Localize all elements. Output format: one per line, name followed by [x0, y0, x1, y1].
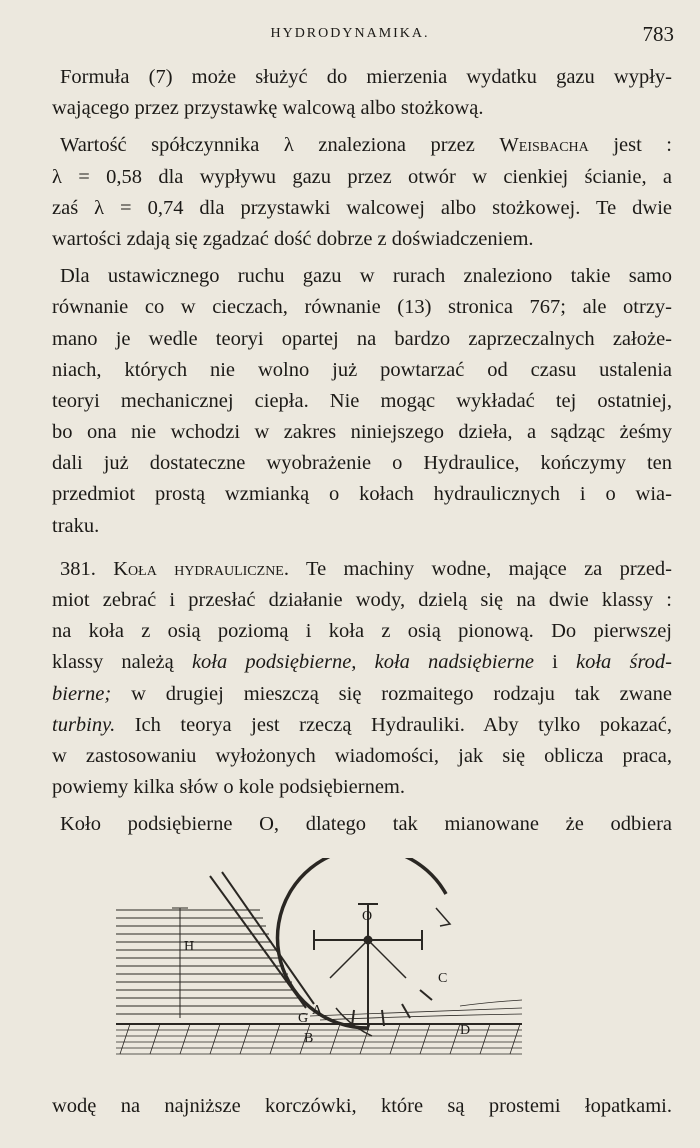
section-title: Koła hydrauliczne.	[113, 557, 289, 580]
text-run: klassy należą	[52, 651, 174, 674]
text-line	[52, 647, 672, 678]
label-b: B	[304, 1031, 314, 1046]
author-name: Weisbacha	[499, 134, 589, 157]
turbines-term: turbiny.	[52, 713, 116, 736]
undershot-wheel-drawing	[110, 858, 530, 1098]
label-h: H	[184, 939, 195, 954]
text-run: jest :	[613, 134, 673, 157]
text-line: dali już dostateczne wyobrażenie o Hydraulice, kończymy ten	[52, 452, 672, 475]
text-line	[52, 710, 672, 741]
text-line	[52, 679, 672, 710]
sluice-gate	[210, 872, 314, 1008]
text-line: wającego przez przystawkę walcową albo stożkową.	[52, 97, 484, 120]
text-line: wodę na najniższe korczówki, które są prostemi łopatkami.	[52, 1095, 672, 1117]
label-d: D	[460, 1023, 471, 1038]
paragraph-1	[52, 62, 672, 124]
text-line: teoryi mechanicznej ciepła. Nie mogąc wykładać tej ostatniej,	[52, 389, 672, 412]
text-line: miot zebrać i przesłać działanie wody, dzielą się na dwie klassy :	[52, 589, 672, 611]
text-line: równanie co w cieczach, równanie (13) stronica 767; ale otrzy-	[52, 296, 672, 319]
text-line: w zastosowaniu wyłożonych wiadomości, jak się oblicza praca,	[52, 744, 672, 767]
page-number: 783	[642, 22, 674, 46]
text-line: Dla ustawicznego ruchu gazu w rurach znaleziono takie samo	[60, 265, 672, 288]
section-number: 381.	[60, 557, 96, 580]
body-text	[52, 62, 672, 841]
text-line: Koło podsiębierne O, dlatego tak mianowane że odbiera	[60, 813, 672, 836]
wheel-type-undershot: koła podsiębierne,	[191, 651, 357, 674]
text-line: przedmiot prostą wzmianką o kołach hydraulicznych i o wia-	[52, 483, 672, 506]
label-g: G	[298, 1011, 309, 1026]
wheel-type-overshot: koła nadsiębierne	[374, 651, 534, 674]
text-line: powiemy kilka słów o kole podsiębiernem.	[52, 776, 405, 799]
head-dimension-line	[172, 908, 188, 1018]
text-run: Wartość spółczynnika λ znaleziona przez	[60, 134, 475, 157]
text-line: bo ona nie wchodzi w zakres niniejszego dzieła, a sądząc żeśmy	[52, 421, 672, 444]
label-o: O	[362, 909, 373, 924]
rotation-arrow-icon	[436, 908, 450, 926]
text-line: niach, których nie wolno już powtarzać od czasu ustalenia	[52, 358, 672, 381]
paragraph-3	[52, 261, 672, 542]
wheel	[277, 858, 446, 1036]
text-line: na koła z osią poziomą i koła z osią pionową. Do pierwszej	[52, 620, 672, 643]
text-run: w drugiej mieszczą się rozmaitego rodzaju tak zwane	[131, 682, 672, 705]
text-line	[52, 554, 672, 585]
text-line: Formuła (7) może służyć do mierzenia wydatku gazu wypły-	[60, 66, 672, 88]
text-run: Te machiny wodne, mające za przed-	[306, 557, 672, 580]
final-line-block	[52, 1091, 672, 1122]
paragraph-2	[52, 130, 672, 255]
text-run: Ich teorya jest rzeczą Hydrauliki. Aby tylko pokazać,	[134, 713, 672, 736]
text-line: traku.	[52, 514, 100, 537]
running-head: HYDRODYNAMIKA.	[270, 26, 430, 41]
paragraph-5	[52, 809, 672, 840]
text-line: mano je wedle teoryi opartej na bardzo zaprzeczalnych założe-	[52, 327, 672, 350]
label-c: C	[438, 971, 448, 986]
text-line: zaś λ = 0,74 dla przystawki walcowej albo stożkowej. Te dwie	[52, 196, 672, 219]
text-run: i	[552, 651, 558, 674]
text-line: λ = 0,58 dla wypływu gazu przez otwór w cienkiej ścianie, a	[52, 165, 672, 188]
undershot-wheel-figure	[110, 858, 530, 1098]
section-381	[52, 554, 672, 804]
text-line: wartości zdają się zgadzać dość dobrze z doświadczeniem.	[52, 227, 534, 250]
page-header	[0, 22, 700, 52]
label-a: A	[312, 1003, 323, 1018]
text-line	[52, 130, 672, 161]
wheel-type-breastshot-end: bierne;	[52, 682, 112, 705]
wheel-type-breastshot: koła środ-	[576, 651, 672, 674]
tailrace-flow-lines	[310, 1000, 522, 1020]
